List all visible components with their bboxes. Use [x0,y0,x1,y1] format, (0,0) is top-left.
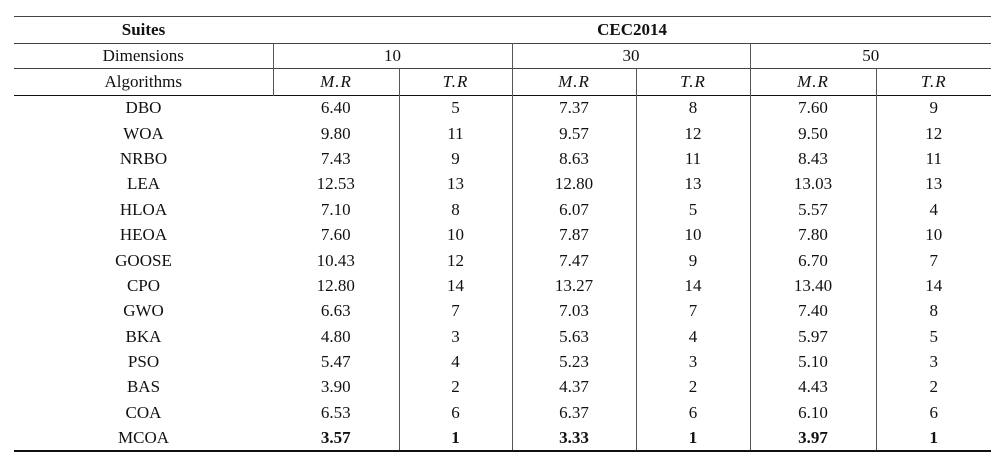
mean-rank-cell: 12.53 [273,172,399,197]
total-rank-cell: 12 [925,123,943,143]
algorithms-label: Algorithms [14,69,273,96]
table-row [14,400,991,425]
mean-rank-cell: 4.43 [750,375,876,400]
algorithm-name: GOOSE [115,250,172,270]
suite-name: CEC2014 [273,17,991,44]
mean-rank-cell: 6.53 [273,400,399,425]
mean-rank-cell: 5.63 [512,324,636,349]
total-rank-cell: 3 [399,324,512,349]
algorithm-name: BKA [125,326,162,346]
suites-label: Suites [14,17,273,44]
algorithm-name: PSO [127,352,160,372]
mean-rank-cell: 13.27 [512,273,636,298]
mean-rank-cell: 5.10 [750,349,876,374]
header-row-dimensions [14,44,991,69]
total-rank-cell: 9 [399,146,512,171]
total-rank-cell: 5 [399,96,512,121]
table-row [14,222,991,247]
total-rank-cell: 6 [929,402,939,422]
total-rank-cell: 13 [636,172,750,197]
algorithm-name: GWO [123,301,164,321]
mean-rank-cell: 7.47 [512,248,636,273]
mean-rank-cell: 9.50 [750,121,876,146]
algorithm-name: WOA [123,123,164,143]
table-body [14,96,991,451]
total-rank-cell: 10 [399,222,512,247]
mean-rank-cell: 7.87 [512,222,636,247]
table-header [14,17,991,96]
total-rank-cell: 2 [929,377,939,397]
table-row [14,96,991,121]
table-row [14,197,991,222]
table-row [14,172,991,197]
mean-rank-cell: 4.80 [273,324,399,349]
mean-rank-cell: 4.37 [512,375,636,400]
mean-rank-cell: 13.03 [750,172,876,197]
total-rank-cell: 12 [636,121,750,146]
algorithm-name: CPO [126,275,161,295]
header-row-suites [14,17,991,44]
results-table [14,16,991,452]
total-rank-cell: 2 [399,375,512,400]
table-row [14,273,991,298]
mean-rank-cell: 5.23 [512,349,636,374]
mean-rank-cell: 6.63 [273,299,399,324]
algorithm-name: HEOA [119,225,168,245]
metric-total-rank: T.R [636,69,750,96]
mean-rank-cell: 6.40 [273,96,399,121]
total-rank-cell: 11 [399,121,512,146]
total-rank-cell: 9 [876,96,991,121]
mean-rank-cell: 7.43 [273,146,399,171]
table-row [14,121,991,146]
total-rank-cell: 7 [929,250,939,270]
total-rank-cell: 14 [636,273,750,298]
total-rank-cell: 1 [399,426,512,451]
header-row-algorithms [14,69,991,96]
mean-rank-cell: 3.57 [273,426,399,451]
mean-rank-cell: 3.90 [273,375,399,400]
algorithm-name: COA [125,402,162,422]
table-row [14,375,991,400]
mean-rank-cell: 3.33 [512,426,636,451]
total-rank-cell: 13 [399,172,512,197]
metric-mean-rank: M.R [273,69,399,96]
total-rank-cell: 8 [636,96,750,121]
total-rank-cell: 7 [399,299,512,324]
table-row [14,248,991,273]
mean-rank-cell: 7.03 [512,299,636,324]
mean-rank-cell: 12.80 [512,172,636,197]
mean-rank-cell: 7.60 [273,222,399,247]
total-rank-cell: 4 [929,199,939,219]
dimensions-label: Dimensions [14,44,273,69]
mean-rank-cell: 10.43 [273,248,399,273]
total-rank-cell: 6 [636,400,750,425]
mean-rank-cell: 7.80 [750,222,876,247]
mean-rank-cell: 9.80 [273,121,399,146]
metric-total-rank: T.R [399,69,512,96]
total-rank-cell: 7 [636,299,750,324]
total-rank-cell: 3 [929,352,939,372]
mean-rank-cell: 7.60 [750,96,876,121]
table-row [14,426,991,451]
mean-rank-cell: 6.10 [750,400,876,425]
total-rank-cell: 3 [636,349,750,374]
mean-rank-cell: 7.40 [750,299,876,324]
total-rank-cell: 12 [399,248,512,273]
total-rank-cell: 8 [929,301,939,321]
total-rank-cell: 5 [929,326,939,346]
algorithm-name: HLOA [119,199,168,219]
dimension-30: 30 [512,44,750,69]
total-rank-cell: 8 [399,197,512,222]
mean-rank-cell: 5.97 [750,324,876,349]
mean-rank-cell: 6.07 [512,197,636,222]
total-rank-cell: 11 [925,148,942,168]
algorithm-name: DBO [14,96,273,121]
mean-rank-cell: 8.43 [750,146,876,171]
table-row [14,349,991,374]
table-row [14,146,991,171]
mean-rank-cell: 7.10 [273,197,399,222]
dimension-10: 10 [273,44,512,69]
total-rank-cell: 4 [399,349,512,374]
total-rank-cell: 14 [399,273,512,298]
total-rank-cell: 10 [636,222,750,247]
mean-rank-cell: 7.37 [512,96,636,121]
algorithm-name: NRBO [119,148,168,168]
table-row [14,324,991,349]
mean-rank-cell: 12.80 [273,273,399,298]
mean-rank-cell: 8.63 [512,146,636,171]
total-rank-cell: 1 [636,426,750,451]
table-row [14,299,991,324]
algorithm-name: LEA [126,174,161,194]
mean-rank-cell: 3.97 [750,426,876,451]
total-rank-cell: 4 [636,324,750,349]
mean-rank-cell: 6.70 [750,248,876,273]
mean-rank-cell: 9.57 [512,121,636,146]
algorithm-name: BAS [126,377,161,397]
total-rank-cell: 5 [636,197,750,222]
results-table-container [14,16,991,452]
total-rank-cell: 1 [876,426,991,451]
dimension-50: 50 [750,44,991,69]
total-rank-cell: 11 [636,146,750,171]
mean-rank-cell: 5.47 [273,349,399,374]
total-rank-cell: 6 [399,400,512,425]
mean-rank-cell: 13.40 [750,273,876,298]
total-rank-cell: 13 [925,174,943,194]
total-rank-cell: 10 [925,225,943,245]
total-rank-cell: 9 [636,248,750,273]
mean-rank-cell: 6.37 [512,400,636,425]
metric-mean-rank: M.R [750,69,876,96]
mean-rank-cell: 5.57 [750,197,876,222]
total-rank-cell: 2 [636,375,750,400]
metric-mean-rank: M.R [512,69,636,96]
total-rank-cell: 14 [925,275,943,295]
metric-total-rank: T.R [876,69,991,96]
algorithm-name: MCOA [14,426,273,451]
